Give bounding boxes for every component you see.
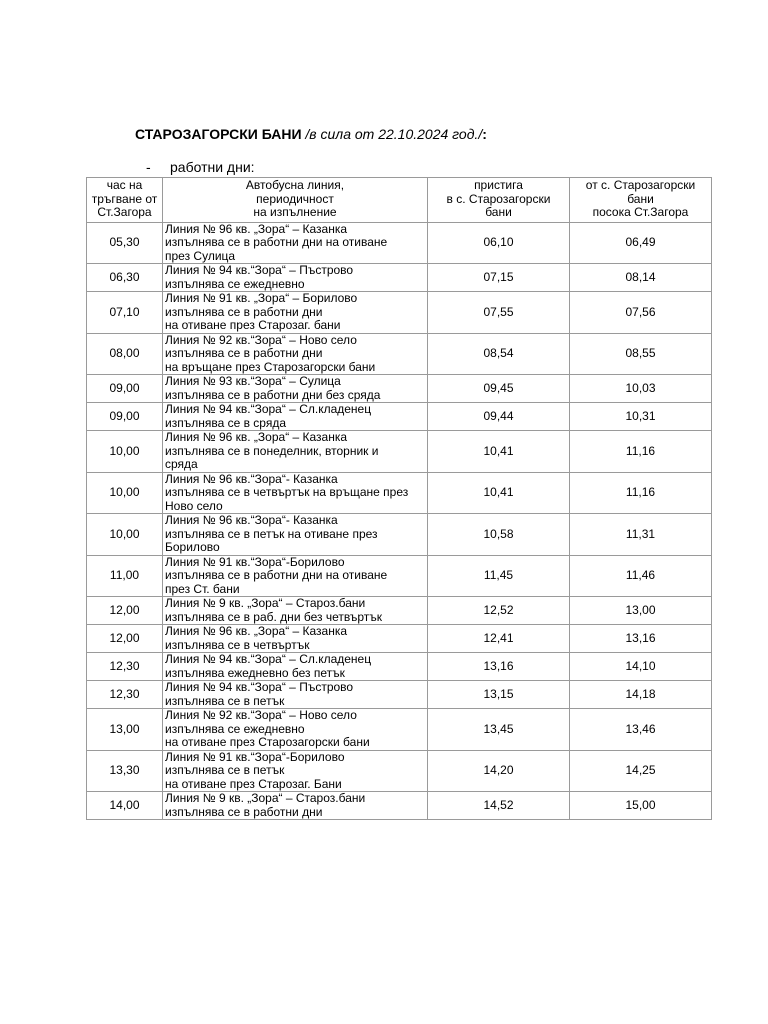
- return-departure-cell: 10,03: [570, 375, 712, 403]
- departure-time-cell: 10,00: [87, 472, 163, 514]
- bus-line-cell: Линия № 92 кв.“Зора“ – Ново село изпълнява се ежедневно на отиване през Старозагорски бани: [163, 709, 428, 751]
- departure-time-cell: 09,00: [87, 375, 163, 403]
- return-departure-cell: 10,31: [570, 403, 712, 431]
- return-departure-cell: 13,46: [570, 709, 712, 751]
- departure-time-cell: 13,30: [87, 750, 163, 792]
- table-row: [87, 625, 712, 653]
- table-row: [87, 472, 712, 514]
- departure-time-cell: 12,00: [87, 597, 163, 625]
- return-departure-cell: 08,55: [570, 333, 712, 375]
- bus-line-cell: Линия № 91 кв.“Зора“-Борилово изпълнява се в работни дни на отиване през Ст. бани: [163, 555, 428, 597]
- return-departure-cell: 11,16: [570, 431, 712, 473]
- arrival-time-cell: 10,41: [428, 431, 570, 473]
- bus-line-cell: Линия № 96 кв.“Зора“- Казанка изпълнява се в петък на отиване през Борилово: [163, 514, 428, 556]
- arrival-time-cell: 14,20: [428, 750, 570, 792]
- bus-line-cell: Линия № 9 кв. „Зора“ – Староз.бани изпълнява се в работни дни: [163, 792, 428, 820]
- header-bus-line: Автобусна линия, периодичност на изпълнение: [163, 178, 428, 223]
- table-row: [87, 333, 712, 375]
- bus-line-cell: Линия № 96 кв. „Зора“ – Казанка изпълнява се в понеделник, вторник и сряда: [163, 431, 428, 473]
- arrival-time-cell: 10,58: [428, 514, 570, 556]
- arrival-time-cell: 13,45: [428, 709, 570, 751]
- arrival-time-cell: 06,10: [428, 222, 570, 264]
- title-validity-note: /в сила от 22.10.2024 год./: [305, 126, 483, 142]
- table-row: [87, 750, 712, 792]
- bus-line-cell: Линия № 94 кв.“Зора“ – Пъстрово изпълнява се ежедневно: [163, 264, 428, 292]
- table-row: [87, 431, 712, 473]
- table-row: [87, 292, 712, 334]
- departure-time-cell: 11,00: [87, 555, 163, 597]
- departure-time-cell: 10,00: [87, 514, 163, 556]
- departure-time-cell: 12,30: [87, 653, 163, 681]
- arrival-time-cell: 08,54: [428, 333, 570, 375]
- departure-time-cell: 13,00: [87, 709, 163, 751]
- schedule-body: [87, 222, 712, 820]
- return-departure-cell: 13,16: [570, 625, 712, 653]
- arrival-time-cell: 07,15: [428, 264, 570, 292]
- arrival-time-cell: 10,41: [428, 472, 570, 514]
- section-subtitle: [146, 159, 255, 175]
- table-row: [87, 555, 712, 597]
- bus-line-cell: Линия № 94 кв.“Зора“ – Пъстрово изпълнява се в петък: [163, 681, 428, 709]
- departure-time-cell: 14,00: [87, 792, 163, 820]
- bus-line-cell: Линия № 96 кв.“Зора“- Казанка изпълнява се в четвъртък на връщане през Ново село: [163, 472, 428, 514]
- arrival-time-cell: 09,45: [428, 375, 570, 403]
- departure-time-cell: 08,00: [87, 333, 163, 375]
- table-row: [87, 375, 712, 403]
- bus-line-cell: Линия № 94 кв.“Зора“ – Сл.кладенец изпълнява ежедневно без петък: [163, 653, 428, 681]
- departure-time-cell: 12,00: [87, 625, 163, 653]
- departure-time-cell: 07,10: [87, 292, 163, 334]
- bus-line-cell: Линия № 9 кв. „Зора“ – Староз.бани изпълнява се в раб. дни без четвъртък: [163, 597, 428, 625]
- table-row: [87, 681, 712, 709]
- table-row: [87, 264, 712, 292]
- return-departure-cell: 06,49: [570, 222, 712, 264]
- return-departure-cell: 11,31: [570, 514, 712, 556]
- return-departure-cell: 07,56: [570, 292, 712, 334]
- table-row: [87, 709, 712, 751]
- return-departure-cell: 14,25: [570, 750, 712, 792]
- title-colon: :: [482, 126, 487, 142]
- header-arrival: пристига в с. Старозагорски бани: [428, 178, 570, 223]
- bus-line-cell: Линия № 94 кв.“Зора“ – Сл.кладенец изпълнява се в сряда: [163, 403, 428, 431]
- header-return-departure: от с. Старозагорски бани посока Ст.Загора: [570, 178, 712, 223]
- bus-line-cell: Линия № 93 кв.“Зора“ – Сулица изпълнява се в работни дни без сряда: [163, 375, 428, 403]
- arrival-time-cell: 07,55: [428, 292, 570, 334]
- arrival-time-cell: 12,52: [428, 597, 570, 625]
- departure-time-cell: 05,30: [87, 222, 163, 264]
- bus-line-cell: Линия № 91 кв.“Зора“-Борилово изпълнява се в петък на отиване през Старозаг. Бани: [163, 750, 428, 792]
- return-departure-cell: 13,00: [570, 597, 712, 625]
- return-departure-cell: 14,18: [570, 681, 712, 709]
- table-row: [87, 653, 712, 681]
- arrival-time-cell: 12,41: [428, 625, 570, 653]
- arrival-time-cell: 14,52: [428, 792, 570, 820]
- title-main: СТАРОЗАГОРСКИ БАНИ: [135, 126, 302, 142]
- table-row: [87, 222, 712, 264]
- table-row: [87, 403, 712, 431]
- arrival-time-cell: 11,45: [428, 555, 570, 597]
- table-row: [87, 514, 712, 556]
- arrival-time-cell: 13,16: [428, 653, 570, 681]
- departure-time-cell: 10,00: [87, 431, 163, 473]
- page-title: [135, 126, 487, 142]
- table-row: [87, 597, 712, 625]
- subtitle-dash: -: [146, 159, 151, 175]
- departure-time-cell: 09,00: [87, 403, 163, 431]
- arrival-time-cell: 13,15: [428, 681, 570, 709]
- table-header-row: [87, 178, 712, 223]
- return-departure-cell: 11,16: [570, 472, 712, 514]
- return-departure-cell: 11,46: [570, 555, 712, 597]
- bus-line-cell: Линия № 96 кв. „Зора“ – Казанка изпълнява се в работни дни на отиване през Сулица: [163, 222, 428, 264]
- return-departure-cell: 14,10: [570, 653, 712, 681]
- bus-line-cell: Линия № 91 кв. „Зора“ – Борилово изпълнява се в работни дни на отиване през Старозаг. бани: [163, 292, 428, 334]
- return-departure-cell: 15,00: [570, 792, 712, 820]
- bus-line-cell: Линия № 96 кв. „Зора“ – Казанка изпълнява се в четвъртък: [163, 625, 428, 653]
- subtitle-text: работни дни:: [170, 159, 255, 175]
- arrival-time-cell: 09,44: [428, 403, 570, 431]
- schedule-table: [86, 177, 712, 820]
- departure-time-cell: 12,30: [87, 681, 163, 709]
- return-departure-cell: 08,14: [570, 264, 712, 292]
- header-departure-time: час на тръгване от Ст.Загора: [87, 178, 163, 223]
- bus-line-cell: Линия № 92 кв.“Зора“ – Ново село изпълнява се в работни дни на връщане през Старозагорски бани: [163, 333, 428, 375]
- departure-time-cell: 06,30: [87, 264, 163, 292]
- table-row: [87, 792, 712, 820]
